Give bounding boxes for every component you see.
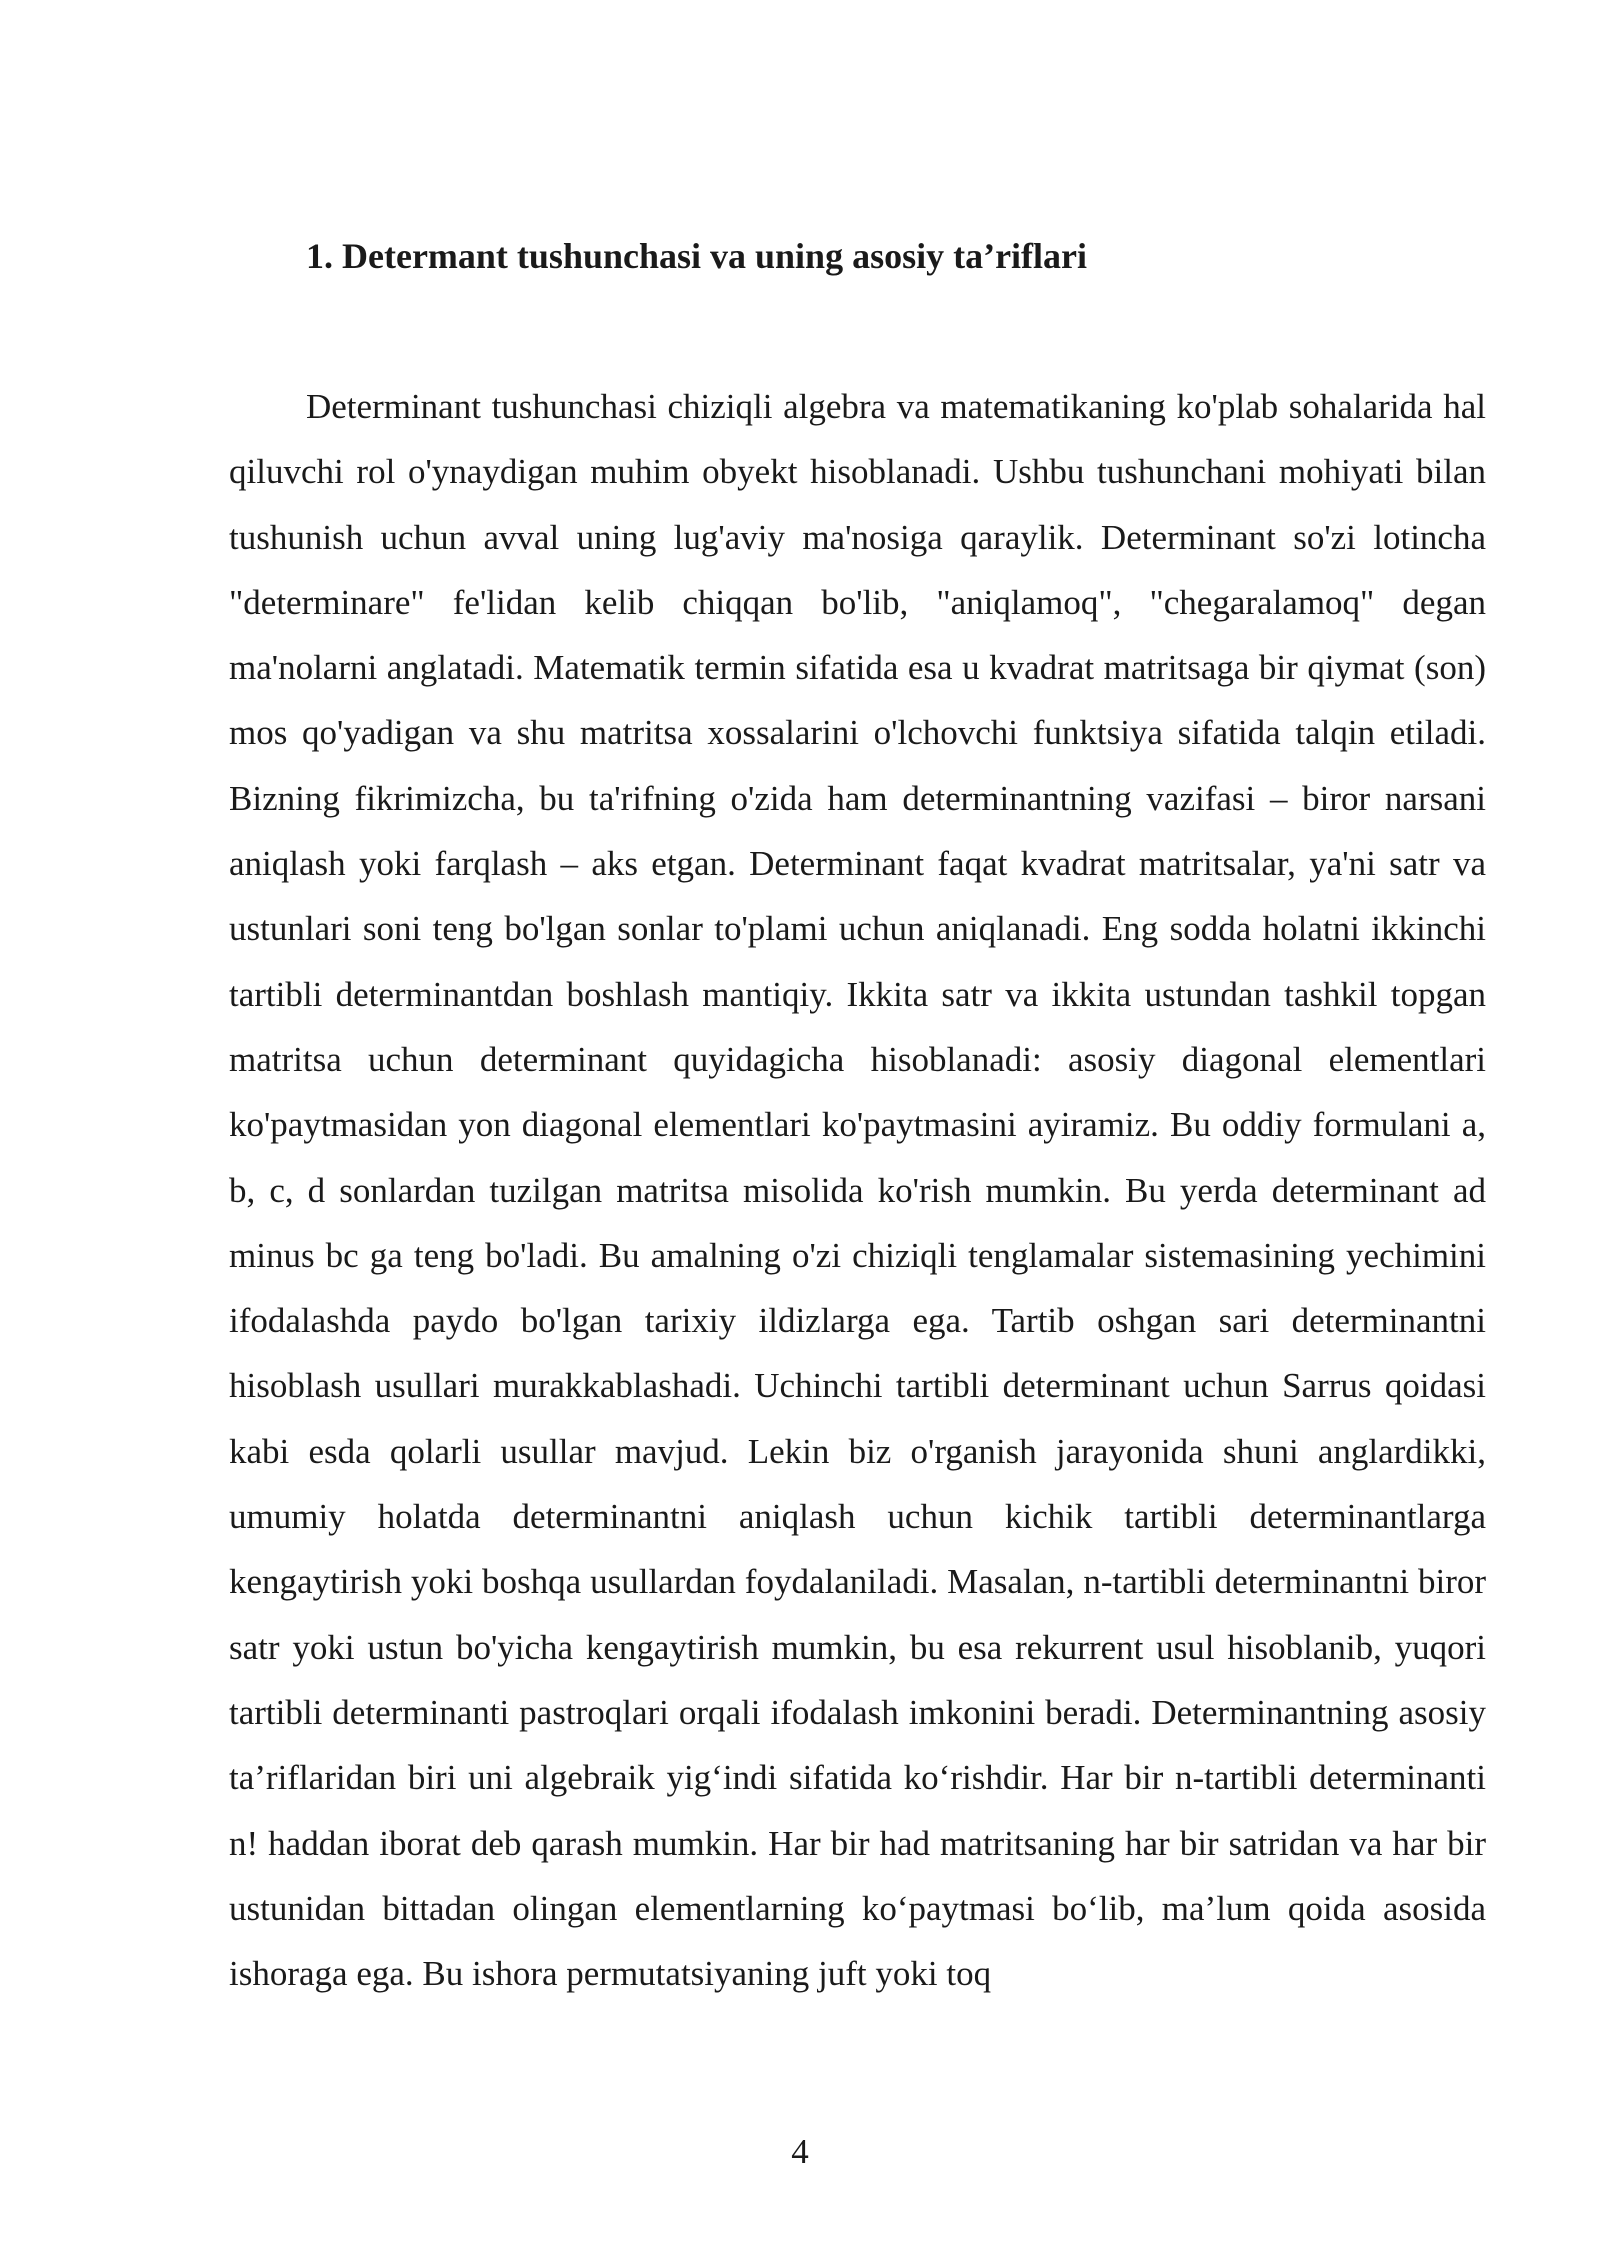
body-paragraph: Determinant tushunchasi chiziqli algebra va matematikaning ko'plab sohalarida hal qiluvchi rol o'ynaydigan muhim obyekt hisoblanadi. Ushbu tushunchani mohiyati bilan tushunish uchun avval uning lug'aviy ma'nosiga qaraylik. Determinant so'zi lotincha "determinare" fe'lidan kelib chiqqan bo'lib, "aniqlamoq", "chegaralamoq" degan ma'nolarni anglatadi. Matematik termin sifatida esa u kvadrat matritsaga bir qiymat (son) mos qo'yadigan va shu matritsa xossalarini o'lchovchi funktsiya sifatida talqin etiladi. Bizning fikrimizcha, bu ta'rifning o'zida ham determinantning vazifasi – biror narsani aniqlash yoki farqlash – aks etgan. Determinant faqat kvadrat matritsalar, ya'ni satr va ustunlari soni teng bo'lgan sonlar to'plami uchun aniqlanadi. Eng sodda holatni ikkinchi tartibli determinantdan boshlash mantiqiy. Ikkita satr va ikkita ustundan tashkil topgan matritsa uchun determinant quyidagicha hisoblanadi: asosiy diagonal elementlari ko'paytmasidan yon diagonal elementlari ko'paytmasini ayiramiz. Bu oddiy formulani a, b, c, d sonlardan tuzilgan matritsa misolida ko'rish mumkin. Bu yerda determinant ad minus bc ga teng bo'ladi. Bu amalning o'zi chiziqli tenglamalar sistemasining yechimini ifodalashda paydo bo'lgan tarixiy ildizlarga ega. Tartib oshgan sari determinantni hisoblash usullari murakkablashadi. Uchinchi tartibli determinant uchun Sarrus qoidasi kabi esda qolarli usullar mavjud. Lekin biz o'rganish jarayonida shuni anglardikki, umumiy holatda determinantni aniqlash uchun kichik tartibli determinantlarga kengaytirish yoki boshqa usullardan foydalaniladi. Masalan, n-tartibli determinantni biror satr yoki ustun bo'yicha kengaytirish mumkin, bu esa rekurrent usul hisoblanib, yuqori tartibli determinanti pastroqlari orqali ifodalash imkonini beradi. Determinantning asosiy ta’riflaridan biri uni algebraik yig‘indi sifatida ko‘rishdir. Har bir n-tartibli determinanti n! haddan iborat deb qarash mumkin. Har bir had matritsaning har bir satridan va har bir ustunidan bittadan olingan elementlarning ko‘paytmasi bo‘lib, ma’lum qoida asosida ishoraga ega. Bu ishora permutatsiyaning juft yoki toq [229, 387, 1486, 1994]
page-number: 4 [791, 2132, 809, 2171]
section-heading: 1. Determant tushunchasi va uning asosiy ta’riflari [306, 236, 1088, 276]
